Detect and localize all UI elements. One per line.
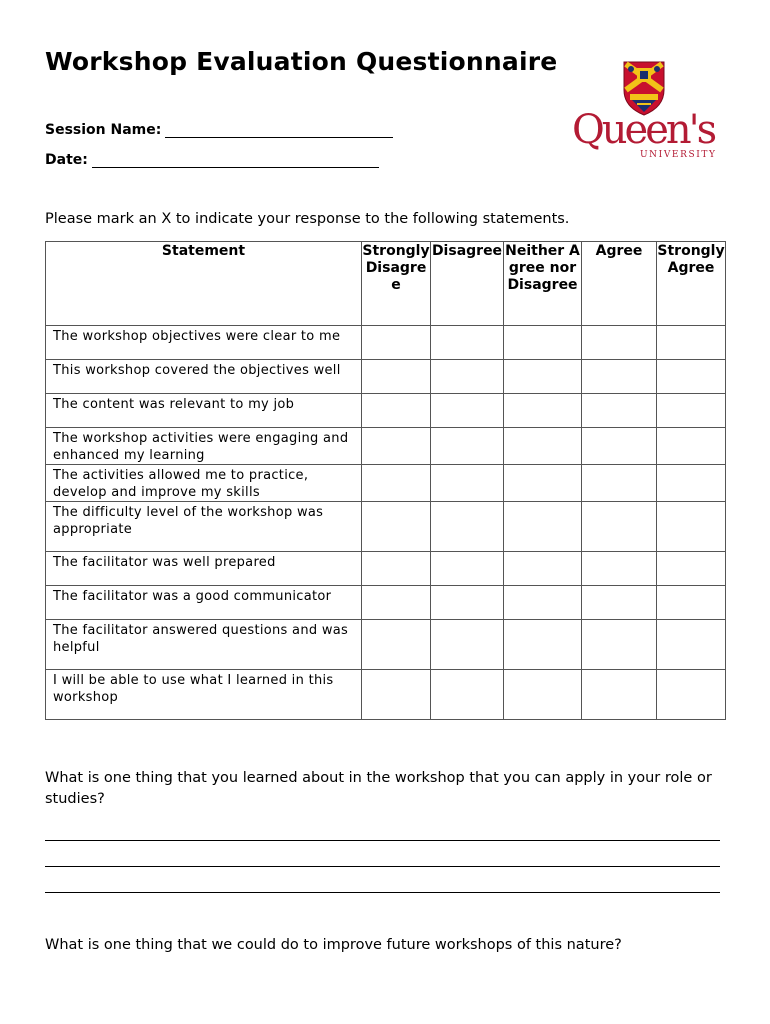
response-cell[interactable] [504, 552, 582, 586]
statement-cell: The workshop objectives were clear to me [46, 326, 362, 360]
response-cell[interactable] [431, 428, 504, 465]
logo-wordmark: Queen's [572, 107, 715, 153]
statement-cell: The workshop activities were engaging and enhanced my learning [46, 428, 362, 465]
table-row [46, 502, 726, 552]
response-cell[interactable] [504, 360, 582, 394]
response-cell[interactable] [431, 552, 504, 586]
statement-cell: The facilitator answered questions and was helpful [46, 620, 362, 670]
question-improve: What is one thing that we could do to improve future workshops of this nature? [45, 937, 622, 953]
response-cell[interactable] [362, 326, 431, 360]
statement-cell: The activities allowed me to practice, develop and improve my skills [46, 465, 362, 502]
university-logo [570, 60, 720, 164]
response-cell[interactable] [504, 428, 582, 465]
response-cell[interactable] [431, 502, 504, 552]
response-cell[interactable] [362, 428, 431, 465]
table-row [46, 360, 726, 394]
evaluation-table [45, 241, 726, 720]
response-cell[interactable] [362, 465, 431, 502]
session-name-row [45, 122, 393, 138]
response-cell[interactable] [582, 502, 657, 552]
response-cell[interactable] [582, 394, 657, 428]
table-row [46, 465, 726, 502]
date-row [45, 152, 379, 168]
column-header-disagree: Disagree [431, 242, 504, 326]
page-title: Workshop Evaluation Questionnaire [45, 47, 558, 76]
response-cell[interactable] [362, 502, 431, 552]
response-cell[interactable] [362, 586, 431, 620]
response-cell[interactable] [657, 552, 726, 586]
table-header-row [46, 242, 726, 326]
response-cell[interactable] [657, 394, 726, 428]
statement-cell: The facilitator was a good communicator [46, 586, 362, 620]
date-label: Date: [45, 152, 88, 168]
statement-cell: The facilitator was well prepared [46, 552, 362, 586]
answer-line[interactable] [45, 892, 720, 893]
response-cell[interactable] [362, 394, 431, 428]
column-header-agree: Agree [582, 242, 657, 326]
response-cell[interactable] [504, 326, 582, 360]
session-name-label: Session Name: [45, 122, 162, 138]
response-cell[interactable] [582, 465, 657, 502]
response-cell[interactable] [657, 620, 726, 670]
session-name-field[interactable] [165, 123, 393, 138]
response-cell[interactable] [582, 670, 657, 720]
response-cell[interactable] [657, 465, 726, 502]
logo-subtitle: UNIVERSITY [640, 150, 717, 160]
response-cell[interactable] [431, 620, 504, 670]
response-cell[interactable] [431, 360, 504, 394]
response-cell[interactable] [582, 552, 657, 586]
table-row [46, 552, 726, 586]
response-cell[interactable] [362, 620, 431, 670]
response-cell[interactable] [657, 586, 726, 620]
table-row [46, 670, 726, 720]
response-cell[interactable] [504, 586, 582, 620]
column-header-strongly-agree: Strongly Agree [657, 242, 726, 326]
table-row [46, 586, 726, 620]
response-cell[interactable] [582, 360, 657, 394]
response-cell[interactable] [504, 465, 582, 502]
response-cell[interactable] [504, 620, 582, 670]
response-cell[interactable] [431, 326, 504, 360]
column-header-statement: Statement [46, 242, 362, 326]
column-header-strongly-disagree: Strongly Disagree [362, 242, 431, 326]
statement-cell: I will be able to use what I learned in this workshop [46, 670, 362, 720]
answer-line[interactable] [45, 866, 720, 867]
response-cell[interactable] [431, 586, 504, 620]
statement-cell: The difficulty level of the workshop was appropriate [46, 502, 362, 552]
response-cell[interactable] [362, 670, 431, 720]
response-cell[interactable] [657, 502, 726, 552]
response-cell[interactable] [362, 552, 431, 586]
response-cell[interactable] [657, 326, 726, 360]
instructions-text: Please mark an X to indicate your response to the following statements. [45, 211, 570, 227]
response-cell[interactable] [657, 428, 726, 465]
response-cell[interactable] [431, 394, 504, 428]
response-cell[interactable] [431, 670, 504, 720]
statement-cell: This workshop covered the objectives well [46, 360, 362, 394]
statement-cell: The content was relevant to my job [46, 394, 362, 428]
response-cell[interactable] [504, 394, 582, 428]
response-cell[interactable] [582, 326, 657, 360]
response-cell[interactable] [431, 465, 504, 502]
response-cell[interactable] [582, 586, 657, 620]
table-row [46, 394, 726, 428]
response-cell[interactable] [362, 360, 431, 394]
column-header-neither: Neither Agree nor Disagree [504, 242, 582, 326]
table-row [46, 326, 726, 360]
answer-line[interactable] [45, 840, 720, 841]
question-learned: What is one thing that you learned about in the workshop that you can apply in your role or studies? [45, 770, 712, 807]
date-field[interactable] [92, 153, 379, 168]
table-row [46, 428, 726, 465]
response-cell[interactable] [582, 620, 657, 670]
response-cell[interactable] [582, 428, 657, 465]
response-cell[interactable] [504, 502, 582, 552]
response-cell[interactable] [504, 670, 582, 720]
response-cell[interactable] [657, 360, 726, 394]
table-row [46, 620, 726, 670]
response-cell[interactable] [657, 670, 726, 720]
